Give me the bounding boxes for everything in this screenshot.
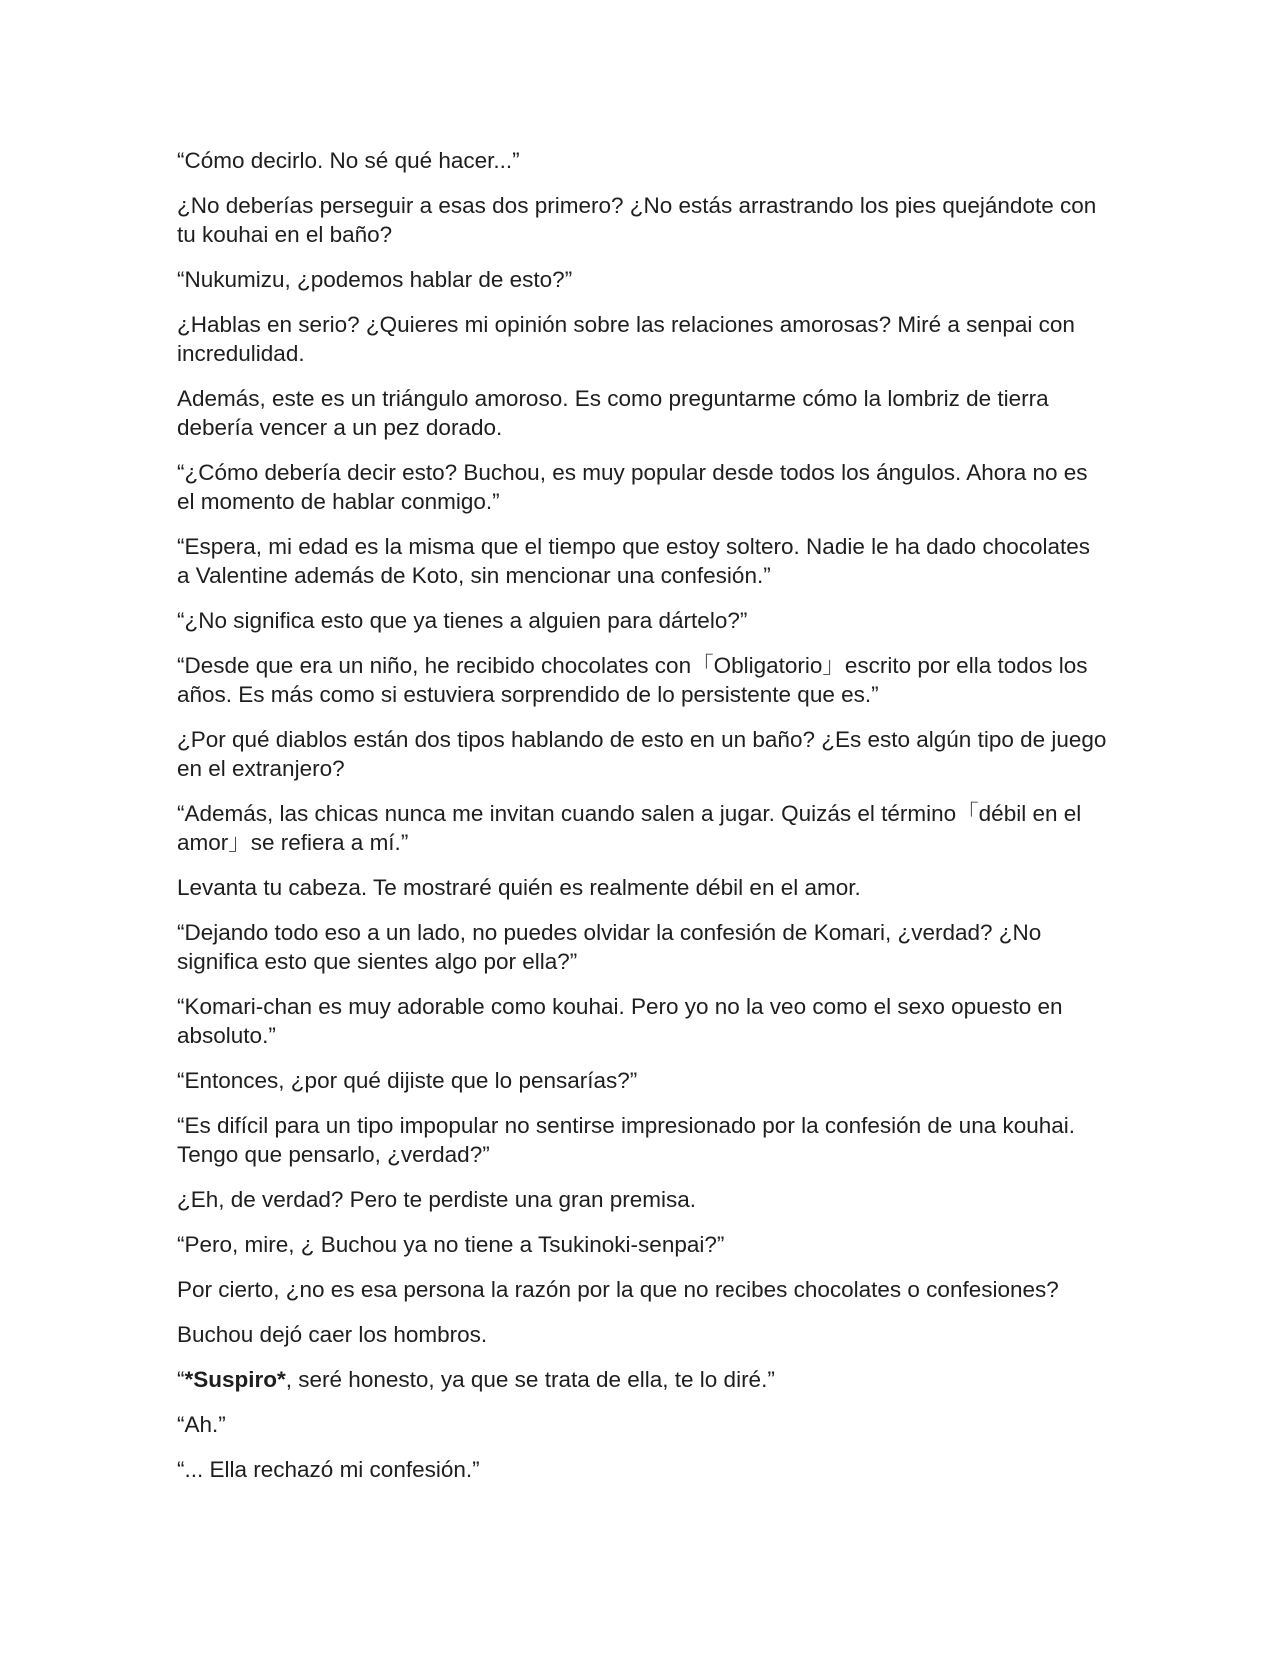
paragraph: ¿Hablas en serio? ¿Quieres mi opinión sobre las relaciones amorosas? Miré a senpai con incredulidad.: [177, 312, 1075, 366]
paragraph: “Desde que era un niño, he recibido chocolates con「Obligatorio」escrito por ella todos los años. Es más como si estuviera sorprendido de lo persistente que es.”: [177, 653, 1088, 707]
paragraph: “¿Cómo debería decir esto? Buchou, es muy popular desde todos los ángulos. Ahora no es el momento de hablar conmigo.”: [177, 460, 1088, 514]
paragraph: “Dejando todo eso a un lado, no puedes olvidar la confesión de Komari, ¿verdad? ¿No significa esto que sientes algo por ella?”: [177, 920, 1042, 974]
paragraph: Buchou dejó caer los hombros.: [177, 1322, 488, 1347]
paragraph: ¿Eh, de verdad? Pero te perdiste una gran premisa.: [177, 1187, 697, 1212]
paragraph: “Es difícil para un tipo impopular no sentirse impresionado por la confesión de una kouhai. Tengo que pensarlo, ¿verdad?”: [177, 1113, 1076, 1167]
paragraph: “Además, las chicas nunca me invitan cuando salen a jugar. Quizás el término「débil en el amor」se refiera a mí.”: [177, 801, 1082, 855]
paragraph: “Komari-chan es muy adorable como kouhai. Pero yo no la veo como el sexo opuesto en absoluto.”: [177, 994, 1063, 1048]
paragraph: ¿No deberías perseguir a esas dos primero? ¿No estás arrastrando los pies quejándote con tu kouhai en el baño?: [177, 193, 1097, 247]
sigh-paragraph: [177, 1365, 1107, 1394]
paragraph: ¿Por qué diablos están dos tipos hablando de esto en un baño? ¿Es esto algún tipo de juego en el extranjero?: [177, 727, 1107, 781]
paragraph: “Cómo decirlo. No sé qué hacer...”: [177, 148, 520, 173]
paragraph: “¿No significa esto que ya tienes a alguien para dártelo?”: [177, 608, 748, 633]
paragraph: Además, este es un triángulo amoroso. Es como preguntarme cómo la lombriz de tierra debería vencer a un pez dorado.: [177, 386, 1049, 440]
paragraph: Por cierto, ¿no es esa persona la razón por la que no recibes chocolates o confesiones?: [177, 1277, 1059, 1302]
paragraph: “Espera, mi edad es la misma que el tiempo que estoy soltero. Nadie le ha dado chocolates a Valentine además de Koto, sin mencionar una confesión.”: [177, 534, 1091, 588]
sigh-rest-text: , seré honesto, ya que se trata de ella, te lo diré.”: [285, 1367, 775, 1392]
sigh-open-quote: “: [177, 1367, 185, 1392]
paragraph: “Ah.”: [177, 1412, 226, 1437]
paragraph: “Pero, mire, ¿ Buchou ya no tiene a Tsukinoki-senpai?”: [177, 1232, 725, 1257]
paragraph: “Nukumizu, ¿podemos hablar de esto?”: [177, 267, 573, 292]
sigh-bold-text: *Suspiro*: [184, 1367, 286, 1392]
document-body: [177, 146, 1107, 1500]
paragraph: “... Ella rechazó mi confesión.”: [177, 1457, 480, 1482]
paragraph: “Entonces, ¿por qué dijiste que lo pensarías?”: [177, 1068, 638, 1093]
paragraph: Levanta tu cabeza. Te mostraré quién es realmente débil en el amor.: [177, 875, 861, 900]
